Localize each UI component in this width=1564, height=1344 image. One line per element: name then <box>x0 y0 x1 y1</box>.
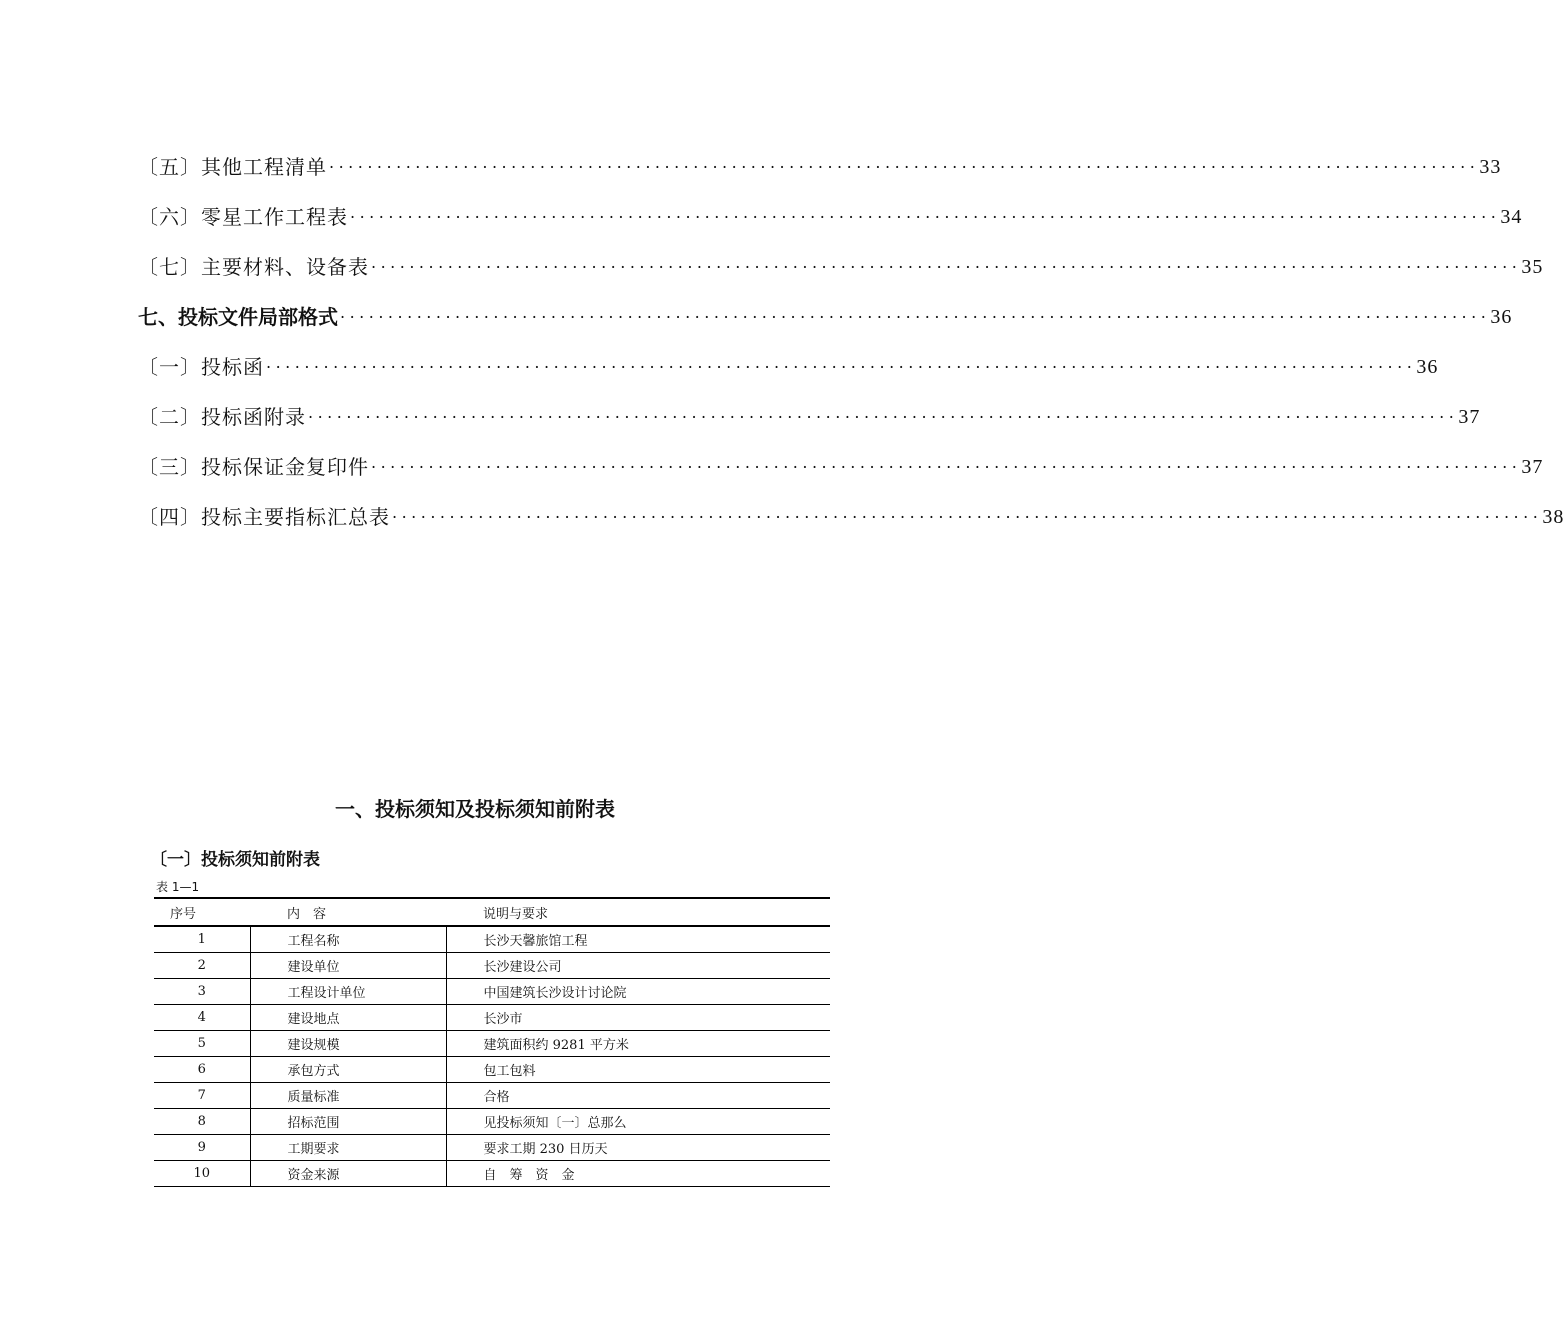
row-content: 工程名称 <box>250 926 446 953</box>
toc-entry-page: 37 <box>1521 456 1544 478</box>
row-content: 建设单位 <box>250 953 446 979</box>
row-index: 4 <box>154 1005 250 1031</box>
toc-entry-label: 〔六〕零星工作工程表 <box>138 205 348 229</box>
table-row <box>154 1109 830 1135</box>
toc-entry-label: 七、投标文件局部格式 <box>138 305 338 329</box>
row-requirement: 长沙建设公司 <box>446 953 830 979</box>
table-row <box>154 926 830 953</box>
section-title: 一、投标须知及投标须知前附表 <box>335 797 615 821</box>
toc-entry-page: 34 <box>1500 206 1523 228</box>
toc-leader-dots: ........................................................................................................................ <box>329 153 1480 172</box>
toc-entry-page: 35 <box>1521 256 1544 278</box>
row-content: 工程设计单位 <box>250 979 446 1005</box>
table-header-row <box>154 898 830 926</box>
toc-entry[interactable] <box>138 134 1502 184</box>
table-row <box>154 1031 830 1057</box>
toc-entry-page: 36 <box>1490 306 1513 328</box>
toc-entry[interactable] <box>138 384 1481 434</box>
toc-entry[interactable] <box>138 484 1564 534</box>
table-row <box>154 1083 830 1109</box>
toc-entry-label: 〔七〕主要材料、设备表 <box>138 255 369 279</box>
row-requirement: 长沙市 <box>446 1005 830 1031</box>
header-index: 序号 <box>154 898 250 926</box>
row-content: 承包方式 <box>250 1057 446 1083</box>
row-content: 工期要求 <box>250 1135 446 1161</box>
sub-section-title: 〔一〕投标须知前附表 <box>150 850 320 870</box>
toc-entry-label: 〔四〕投标主要指标汇总表 <box>138 505 390 529</box>
row-index: 5 <box>154 1031 250 1057</box>
row-content: 建设规模 <box>250 1031 446 1057</box>
row-index: 3 <box>154 979 250 1005</box>
row-index: 9 <box>154 1135 250 1161</box>
table-row <box>154 1161 830 1187</box>
row-index: 6 <box>154 1057 250 1083</box>
toc-leader-dots: ........................................................................................................................ <box>371 453 1522 472</box>
toc-entry[interactable] <box>138 184 1523 234</box>
toc-leader-dots: ........................................................................................................................ <box>392 503 1543 522</box>
table-row <box>154 1005 830 1031</box>
row-index: 7 <box>154 1083 250 1109</box>
toc-entry-label: 〔一〕投标函 <box>138 355 264 379</box>
toc-entry[interactable] <box>138 334 1439 384</box>
row-requirement: 中国建筑长沙设计讨论院 <box>446 979 830 1005</box>
toc-entry-page: 36 <box>1416 356 1439 378</box>
table-row <box>154 953 830 979</box>
table-row <box>154 1057 830 1083</box>
toc-entry[interactable] <box>138 434 1544 484</box>
header-content: 内 容 <box>250 898 446 926</box>
toc-entry-page: 38 <box>1542 506 1564 528</box>
toc-leader-dots: ........................................................................................................................ <box>371 253 1522 272</box>
toc-entry-label: 〔五〕其他工程清单 <box>138 155 327 179</box>
toc-entry-label: 〔二〕投标函附录 <box>138 405 306 429</box>
row-index: 10 <box>154 1161 250 1187</box>
table-row <box>154 979 830 1005</box>
row-index: 1 <box>154 926 250 953</box>
row-requirement: 建筑面积约 9281 平方米 <box>446 1031 830 1057</box>
bid-info-table <box>154 897 830 1187</box>
row-content: 质量标准 <box>250 1083 446 1109</box>
row-requirement: 长沙天馨旅馆工程 <box>446 926 830 953</box>
toc-leader-dots: ........................................................................................................................ <box>308 403 1459 422</box>
toc-leader-dots: ........................................................................................................................ <box>350 203 1501 222</box>
toc-entry-page: 37 <box>1458 406 1481 428</box>
row-index: 8 <box>154 1109 250 1135</box>
toc-entry-label: 〔三〕投标保证金复印件 <box>138 455 369 479</box>
row-requirement: 要求工期 230 日历天 <box>446 1135 830 1161</box>
row-content: 招标范围 <box>250 1109 446 1135</box>
row-requirement: 合格 <box>446 1083 830 1109</box>
table-row <box>154 1135 830 1161</box>
row-index: 2 <box>154 953 250 979</box>
toc-entry[interactable] <box>138 284 1513 334</box>
table-of-contents <box>138 134 1564 534</box>
toc-leader-dots: ........................................................................................................................ <box>266 353 1417 372</box>
header-requirement: 说明与要求 <box>446 898 830 926</box>
row-content: 建设地点 <box>250 1005 446 1031</box>
toc-leader-dots: ........................................................................................................................ <box>340 303 1491 322</box>
table-label: 表 1—1 <box>156 880 200 894</box>
row-requirement: 自 筹 资 金 <box>446 1161 830 1187</box>
toc-entry-page: 33 <box>1479 156 1502 178</box>
row-requirement: 包工包料 <box>446 1057 830 1083</box>
toc-entry[interactable] <box>138 234 1544 284</box>
row-content: 资金来源 <box>250 1161 446 1187</box>
row-requirement: 见投标须知〔一〕总那么 <box>446 1109 830 1135</box>
